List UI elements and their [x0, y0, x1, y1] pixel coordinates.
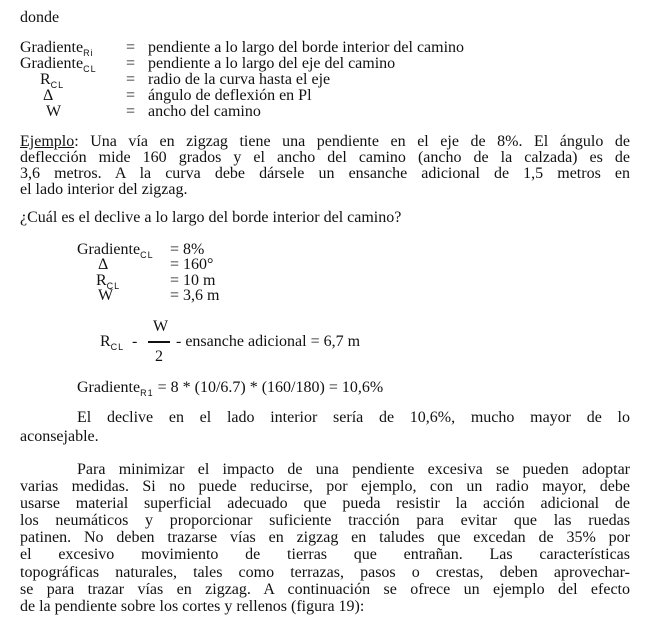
- paragraph-line: patinen. No deben trazarse vías en zigzag en taludes que excedan de 35% por: [20, 529, 630, 546]
- equals-sign: =: [126, 103, 136, 120]
- equals-sign: =: [126, 55, 136, 72]
- intro-text: donde: [20, 9, 60, 26]
- paragraph-line: se para trazar vías en zigzag. A continuación se ofrece un ejemplo del efecto: [20, 581, 630, 598]
- given-value: = 8%: [170, 241, 205, 258]
- paragraph-line: los neumáticos y proporcionar suficiente tracción para evitar que las ruedas: [20, 512, 630, 529]
- definition-text: radio de la curva hasta el eje: [148, 71, 331, 88]
- example-label: Ejemplo: [20, 133, 75, 150]
- paragraph-line: varias medidas. Si no puede reducirse, por ejemplo, con un radio mayor, debe: [20, 478, 630, 495]
- formula-numerator: W: [153, 318, 169, 335]
- conclusion-line: aconsejable.: [20, 428, 99, 445]
- equals-sign: =: [126, 87, 136, 104]
- given-symbol: $R_{CL}$: [96, 272, 121, 291]
- question-text: ¿Cuál es el declive a lo largo del borde interior del camino?: [20, 209, 402, 226]
- definition-text: pendiente a lo largo del borde interior del camino: [148, 39, 465, 56]
- paragraph-line: Para minimizar el impacto de una pendiente excesiva se pueden adoptar: [77, 461, 630, 478]
- formula-minus: -: [132, 333, 138, 350]
- fraction-bar: [148, 341, 170, 343]
- example-line: deflección mide 160 grados y el ancho del camino (ancho de la calzada) es de: [20, 149, 630, 166]
- paragraph-line: usarse material superficial adecuado que pueda resistir la acción adicional de: [20, 495, 630, 512]
- given-value: = 3,6 m: [170, 287, 220, 304]
- delta-symbol: Δ: [98, 256, 109, 273]
- equals-sign: =: [126, 71, 136, 88]
- definition-symbol: Gradiente$_{CL}$: [20, 55, 97, 74]
- paragraph-line: el excesivo movimiento de tierras que entrañan. Las características: [20, 546, 630, 563]
- definition-text: ancho del camino: [148, 103, 261, 120]
- paragraph-line: topográficas naturales, tales como terrazas, pasos o crestas, deben aprovechar-: [20, 564, 630, 581]
- example-line: Ejemplo: Una vía en zigzag tiene una pendiente en el eje de 8%. El ángulo de: [20, 133, 630, 150]
- formula-rest: - ensanche adicional = 6,7 m: [176, 333, 361, 350]
- definition-symbol: W: [46, 103, 62, 120]
- given-value: = 10 m: [170, 272, 216, 289]
- definition-symbol: Gradiente$_{Ri}$: [20, 39, 94, 58]
- given-value: = 160°: [170, 256, 214, 273]
- example-line: el lado interior del zigzag.: [20, 181, 188, 198]
- given-symbol: Gradiente$_{CL}$: [77, 241, 154, 260]
- paragraph-line: de la pendiente sobre los cortes y rellenos (figura 19):: [20, 598, 365, 615]
- definition-text: ángulo de deflexión en Pl: [148, 87, 312, 104]
- given-symbol: W: [98, 287, 114, 304]
- definition-text: pendiente a lo largo del eje del camino: [148, 55, 396, 72]
- result-line: Gradiente$_{R1}$ = 8 * (10/6.7) * (160/180) = 10,6%: [77, 379, 384, 398]
- definition-symbol: $R_{CL}$: [40, 71, 65, 90]
- example-line: 3,6 metros. A la curva debe dársele un ensanche adicional de 1,5 metros en: [20, 165, 630, 182]
- formula-r-symbol: $R_{CL}$: [100, 333, 125, 352]
- equals-sign: =: [126, 39, 136, 56]
- delta-symbol: Δ: [43, 87, 54, 104]
- conclusion-line: El declive en el lado interior sería de 10,6%, mucho mayor de lo: [77, 409, 630, 426]
- formula-denominator: 2: [155, 348, 163, 365]
